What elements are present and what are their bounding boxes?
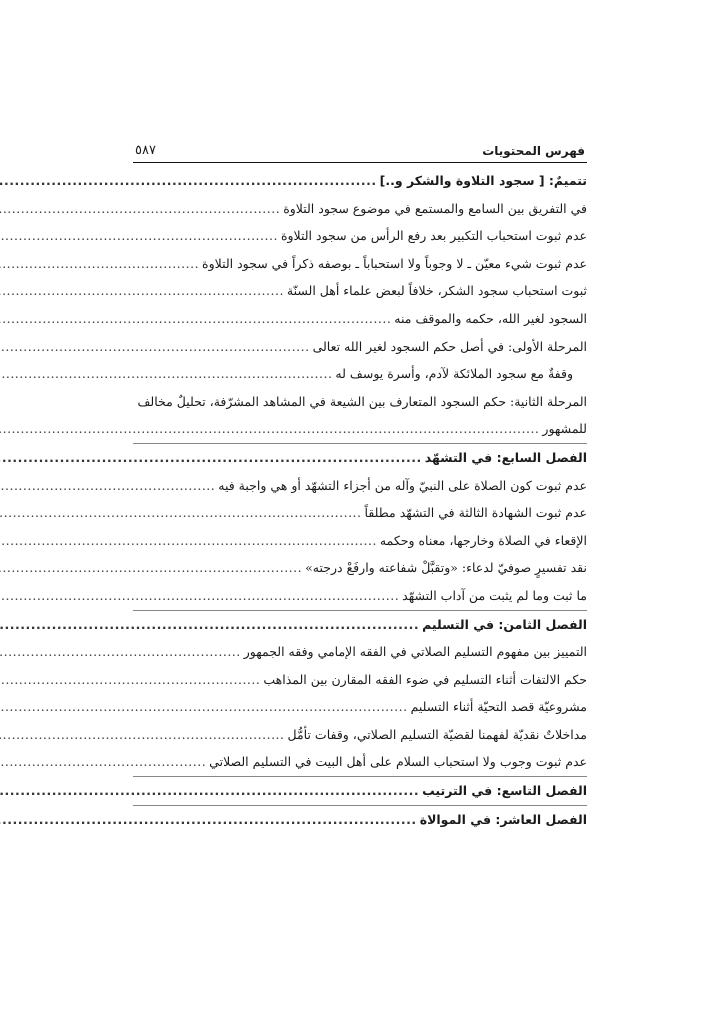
dot-leader <box>0 305 391 333</box>
dot-leader <box>0 693 408 721</box>
dot-leader <box>0 806 417 834</box>
header-title: فهرس المحتويات <box>482 144 585 158</box>
dot-leader <box>0 721 285 749</box>
dot-leader <box>0 638 241 666</box>
toc-entry-title: الفصل العاشر: في الموالاة <box>419 811 587 827</box>
dot-leader <box>0 167 377 195</box>
toc-chapter-entry <box>133 167 587 195</box>
toc-entry <box>133 415 587 443</box>
toc-entry <box>133 666 587 694</box>
toc-entry <box>133 721 587 749</box>
toc-entry-title: المرحلة الثانية: حكم السجود المتعارف بين الشيعة في المشاهد المشرّفة، تحليلٌ مخالف <box>137 393 587 409</box>
toc-entry <box>133 638 587 666</box>
toc-entry-title: مشروعيّة قصد التحيّة أثناء التسليم <box>410 699 587 715</box>
toc-entry-title: تتميمٌ: [ سجود التلاوة والشكر و..] <box>379 173 587 188</box>
running-header <box>133 136 587 163</box>
toc-entry <box>133 222 587 250</box>
toc-entry <box>133 388 587 416</box>
toc-entry-title: الإقعاء في الصلاة وخارجها، معناه وحكمه <box>379 532 587 548</box>
dot-leader <box>0 360 332 388</box>
toc-entry-title: حكم الالتفات أثناء التسليم في ضوء الفقه المقارن بين المذاهب <box>263 671 587 687</box>
toc-entry-title: للمشهور <box>542 421 587 437</box>
toc-entry-title: في التفريق بين السامع والمستمع في موضوع سجود التلاوة <box>283 200 587 216</box>
toc-entry <box>133 527 587 555</box>
toc-entry-title: وقفةٌ مع سجود الملائكة لآدم، وأسرة يوسف له <box>335 366 573 382</box>
dot-leader <box>0 222 278 250</box>
toc-entry <box>133 333 587 361</box>
toc-entry-title: ثبوت استحباب سجود الشكر، خلافاً لبعض علماء أهل السنّة <box>286 283 587 299</box>
toc-entry-title: عدم ثبوت الشهادة الثالثة في التشهّد مطلقاً <box>364 505 587 521</box>
toc-entry-title: الفصل الثامن: في التسليم <box>422 616 587 632</box>
toc-entry-title: عدم ثبوت شيء معيّن ـ لا وجوباً ولا استحباباً ـ بوصفه ذكراً في سجود التلاوة <box>202 255 587 271</box>
dot-leader <box>0 333 310 361</box>
toc-entry-title: السجود لغير الله، حكمه والموقف منه <box>394 310 587 326</box>
toc-entry-title: عدم ثبوت كون الصلاة على النبيّ وآله من أجزاء التشهّد أو هي واجبة فيه <box>218 477 587 493</box>
toc-entry <box>133 693 587 721</box>
toc-entry-title: مداخلاتٌ نقديّة لفهمنا لقضيّة التسليم الصلاتي، وقفات تأمُّل <box>287 726 587 742</box>
dot-leader <box>0 277 284 305</box>
toc-page <box>133 136 587 833</box>
dot-leader <box>0 499 362 527</box>
toc-chapter-entry <box>133 610 587 639</box>
dot-leader <box>0 554 302 582</box>
toc-entry <box>133 499 587 527</box>
toc-entry <box>133 277 587 305</box>
toc-entry-title: المرحلة الأولى: في أصل حكم السجود لغير الله تعالى <box>312 338 587 354</box>
dot-leader <box>0 250 199 278</box>
dot-leader <box>0 444 422 472</box>
toc-entry-title: نقد تفسيرٍ صوفيّ لدعاء: «وتقبَّلْ شفاعته وارفَعْ درجته» <box>305 560 587 576</box>
toc-entry <box>133 582 587 610</box>
toc-entry <box>133 305 587 333</box>
toc-entry <box>133 472 587 500</box>
toc-entry-title: الفصل السابع: في التشهّد <box>424 449 587 465</box>
toc-entry <box>133 195 587 223</box>
dot-leader <box>0 777 419 805</box>
toc-entry-title: الفصل التاسع: في الترتيب <box>422 783 587 799</box>
dot-leader <box>0 748 206 776</box>
toc-entry <box>133 250 587 278</box>
dot-leader <box>0 415 539 443</box>
toc-chapter-entry <box>133 443 587 472</box>
dot-leader <box>0 611 419 639</box>
toc-chapter-entry <box>133 805 587 834</box>
dot-leader <box>0 582 399 610</box>
toc-entry <box>133 360 587 388</box>
toc-entry-title: عدم ثبوت استحباب التكبير بعد رفع الرأس من سجود التلاوة <box>280 228 587 244</box>
dot-leader <box>0 527 377 555</box>
toc-entry-title: ما ثبت وما لم يثبت من آداب التشهّد <box>402 587 587 603</box>
dot-leader <box>0 472 215 500</box>
toc-entry <box>133 554 587 582</box>
header-page-number: ٥٨٧ <box>135 143 156 158</box>
toc-entry-title: التمييز بين مفهوم التسليم الصلاتي في الفقه الإمامي وفقه الجمهور <box>243 644 587 660</box>
toc-entry-title: عدم ثبوت وجوب ولا استحباب السلام على أهل البيت في التسليم الصلاتي <box>209 754 587 770</box>
dot-leader <box>0 666 260 694</box>
dot-leader <box>0 195 280 223</box>
toc-chapter-entry <box>133 776 587 805</box>
toc-list <box>133 167 587 833</box>
toc-entry <box>133 748 587 776</box>
